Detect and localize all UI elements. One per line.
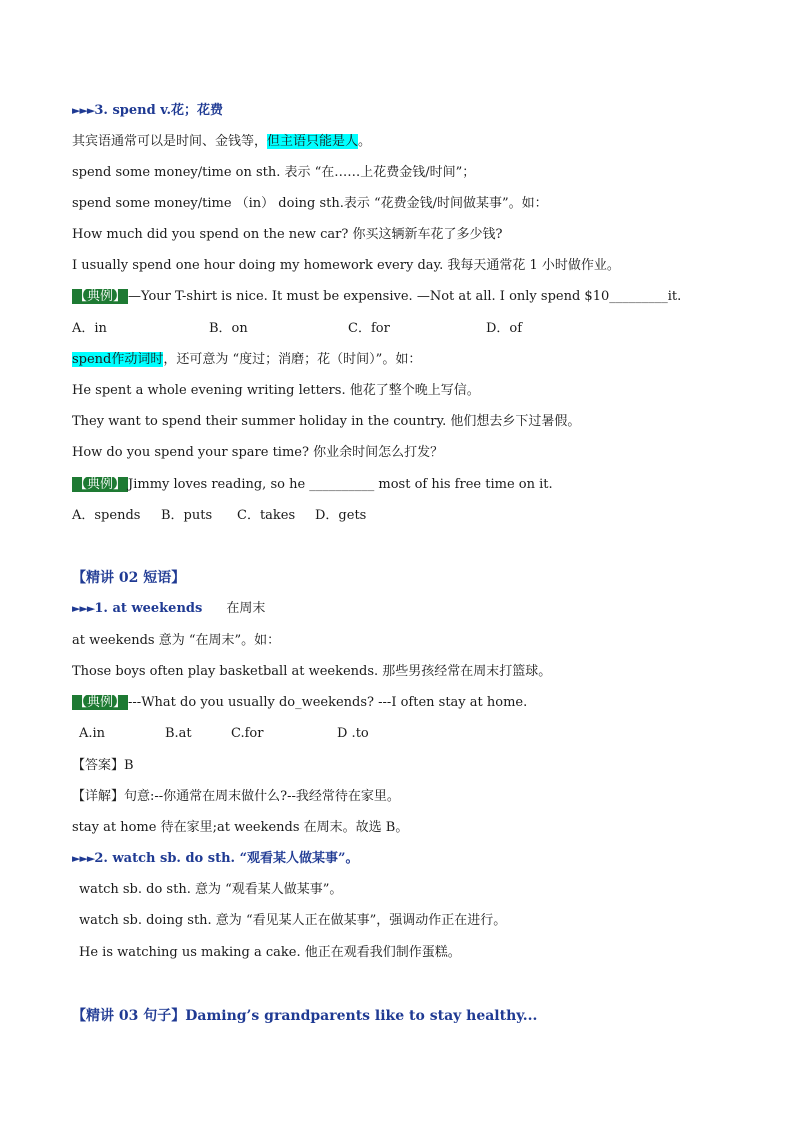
example-tag: 【典例】 [74,289,127,304]
phrase-1-line-1: at weekends 意为 “在周末”。如： [72,633,281,648]
option-d: D．of [486,321,523,336]
spend-heading [72,102,223,120]
detail-line-1: 【详解】句意:--你通常在周末做什么?--我经常待在家里。 [72,789,400,804]
arrow-icon: ►►► [72,852,95,865]
option-c: C.for [231,726,264,741]
arrow-icon: ►►► [72,104,95,117]
option-b: B．on [209,321,248,336]
exercise-3-text: ---What do you usually do_weekends? ---I often stay at home. [128,695,528,710]
section-03-title: 【精讲 03 句子】Daming’s grandparents like to stay healthy... [72,1008,538,1024]
phrase-2-line-2: watch sb. doing sth. 意为 “看见某人正在做某事”，强调动作正在进行。 [79,913,507,928]
spend-example-1: How much did you spend on the new car? 你买这辆新车花了多少钱? [72,227,503,242]
option-d: D .to [337,726,369,741]
spend-line-1b: 。 [358,134,372,149]
spend-example-3: He spent a whole evening writing letters. 他花了整个晚上写信。 [72,383,480,398]
option-b: B.at [165,726,192,741]
phrase-2-title: 2. watch sb. do sth. “观看某人做某事”。 [94,851,359,866]
exercise-1-text: —Your T-shirt is nice. It must be expensive. —Not at all. I only spend $10_________it. [128,289,682,304]
phrase-1-title: 1. at weekends [94,601,203,616]
example-tag: 【典例】 [74,477,127,492]
example-tag: 【典例】 [74,695,127,710]
phrase-2-line-1: watch sb. do sth. 意为 “观看某人做某事”。 [79,882,343,897]
exercise-3 [72,694,527,712]
section-02-title: 【精讲 02 短语】 [72,570,186,586]
phrase-1-example: Those boys often play basketball at weekends. 那些男孩经常在周末打篮球。 [72,664,552,679]
exercise-2-options [72,507,472,525]
spend-vi-line [72,351,421,369]
exercise-2-text: Jimmy loves reading, so he __________ most of his free time on it. [128,477,553,492]
spend-heading-text: 3. spend v.花；花费 [94,103,224,118]
exercise-2 [72,476,553,494]
arrow-icon: ►►► [72,602,95,615]
spend-line-3: spend some money/time （in） doing sth.表示 “花费金钱/时间做某事”。如： [72,196,548,211]
option-a: A.in [79,726,106,741]
exercise-1-options [72,320,572,338]
detail-line-2: stay at home 待在家里;at weekends 在周末。故选 B。 [72,820,409,835]
option-a: A．spends [72,508,141,523]
phrase-1-heading [72,600,265,618]
exercise-1 [72,288,681,306]
exercise-3-options [79,725,479,743]
highlight-as-verb: 作动词时 [111,352,164,367]
spend-line-1a: 其宾语通常可以是时间、金钱等， [72,134,268,149]
spend-line-2: spend some money/time on sth. 表示 “在……上花费金钱/时间”； [72,165,476,180]
phrase-2-heading [72,850,359,868]
spend-line-1 [72,133,371,151]
phrase-2-example: He is watching us making a cake. 他正在观看我们制作蛋糕。 [79,945,461,960]
highlight-subject-person: 但主语只能是人 [267,134,359,149]
answer-line: 【答案】B [72,758,134,773]
spend-example-2: I usually spend one hour doing my homework every day. 我每天通常花 1 小时做作业。 [72,258,620,273]
option-c: C．for [348,321,390,336]
spend-vi-rest: ，还可意为 “度过；消磨；花（时间）”。如： [163,352,422,367]
highlight-spend: spend [72,352,112,367]
option-a: A．in [72,321,107,336]
phrase-1-cn: 在周末 [226,601,266,616]
option-c: C．takes [237,508,296,523]
option-d: D．gets [315,508,367,523]
option-b: B．puts [161,508,213,523]
spend-example-4: They want to spend their summer holiday in the country. 他们想去乡下过暑假。 [72,414,581,429]
spend-example-5: How do you spend your spare time? 你业余时间怎么打发？ [72,445,444,460]
